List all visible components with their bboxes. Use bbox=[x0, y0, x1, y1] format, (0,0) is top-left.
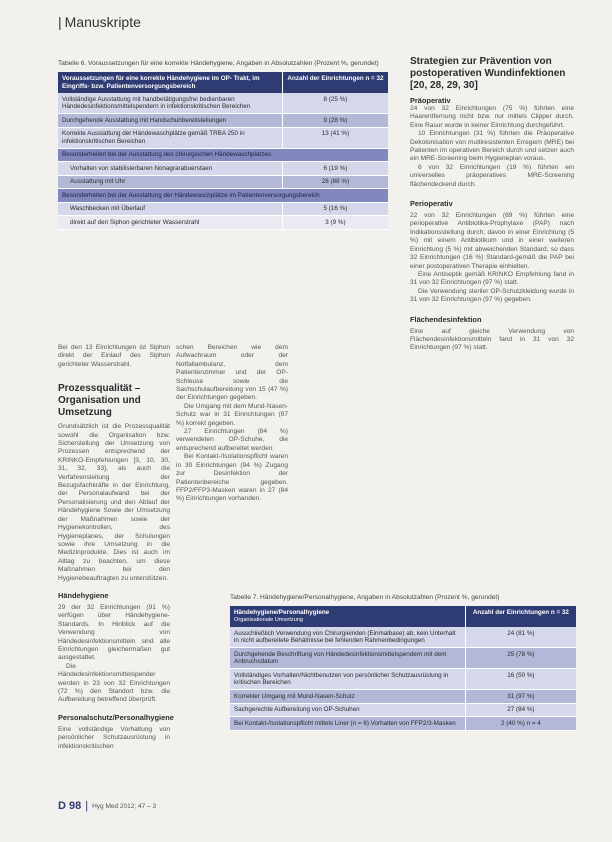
subheading: Personalschutz/Personalhygiene bbox=[58, 712, 174, 722]
table-cell: Durchgehende Beschriftung von Händedesinfektionsmittelspendern mit dem Anbruchsdatum bbox=[230, 648, 465, 669]
table-6-caption: Tabelle 6. Voraussetzungen für eine korrekte Händehygiene, Angaben in Absolutzahlen (Prozent %, gerundet) bbox=[58, 60, 379, 67]
section-heading: Prozessqualität – Organisation und Umsetzung bbox=[58, 383, 141, 419]
table-header-cell bbox=[230, 606, 465, 627]
paragraph: Bei Kontakt-/Isolationspflicht waren in 30 Einrichtungen (94 %) Zugang zur Desinfektion der Patientenbereiche gegeben. FFP2/FFP3-Masken waren in 27 (84 %) Einrichtungen vorhanden. bbox=[176, 453, 288, 503]
table-section-label: Besonderheiten bei der Ausstattung der Händewaschplätze im Patientenversorgungsbereich bbox=[58, 189, 388, 203]
paragraph: 24 von 32 Einrichtungen (75 %) führten eine Haarentfernung nicht bzw. nur mittels Clipper durch. Eine Rasur wurde in keiner Einrichtung durchgeführt. bbox=[410, 105, 574, 129]
table-cell: 27 (84 %) bbox=[465, 703, 576, 717]
paragraph: Bei den 13 Einrichtungen ist Siphon direkt der Einlauf des Siphon gerichteter Wasserstrahl. bbox=[58, 344, 170, 368]
table-cell: 28 (88 %) bbox=[282, 175, 388, 189]
paragraph: 10 Einrichtungen (31 %) führten die Präoperative Dekolonisation von multiresistenten Erregern (MRE) bei Patienten im operativen Bereich durch und setzen auch ein MRE-Screening beim Hygieneplan voraus. bbox=[410, 130, 574, 163]
paragraph: 29 der 32 Einrichtungen (91 %) verfügen über Händehygiene-Standards. In Hinblick auf die Verwendung von Händedesinfektionsmitteln sind alle Einrichtungen gleichermaßen gut ausgestattet. bbox=[58, 603, 170, 662]
table-cell: 3 (9 %) bbox=[282, 216, 388, 230]
page-number: D 98 bbox=[58, 800, 82, 812]
table-cell: Sachgerechte Aufbereitung von OP-Schuhen bbox=[230, 703, 465, 717]
table-cell: Korrekte Ausstattung der Händewaschplätze gemäß TRBA 250 in infektionskritischen Bereichen bbox=[58, 127, 282, 148]
paragraph: Die Umgang mit dem Mund-Nasen-Schutz war in 31 Einrichtungen (97 %) korrekt gegeben. bbox=[176, 402, 288, 427]
table-row bbox=[230, 627, 576, 648]
table-section-row bbox=[58, 189, 388, 203]
table-row bbox=[58, 114, 388, 128]
table-header-cell: Anzahl der Einrichtungen n = 32 bbox=[282, 72, 388, 93]
table-row bbox=[230, 648, 576, 669]
left-column bbox=[58, 344, 174, 751]
paragraph: Grundsätzlich ist die Prozessqualität sowohl die Organisation bzw. Sicherstellung der Umsetzung von Prozessen entsprechend der KRINKO-Empfehlungen [3, 10, 30, 31, 32, 33], als auch die Verfahrensleitung der Bezugsfachkräfte in der Einrichtung, der Personalaufwand bei der Personalisierung und den Ablauf der Händehygiene Sowie der Umsetzung der Maßnahmen sowie der Hygienekontrollen, des Hygieneplanes, der Schulungen sowie ihre Umsetzung in die Medizinprodukte. Dies ist auch im Alltag zu beachten, um diese Maßnahmen bei den Hygienebeauftragten zu unterstützen. bbox=[58, 423, 170, 582]
table-cell: 25 (78 %) bbox=[465, 648, 576, 669]
table-header-cell: Voraussetzungen für eine korrekte Händehygiene im OP- Trakt, im Eingriffs- bzw. Patientenversorgungsbereich bbox=[58, 72, 282, 93]
table-row bbox=[230, 669, 576, 690]
table-6-block bbox=[58, 60, 388, 230]
table-header-cell: Anzahl der Einrichtungen n = 32 bbox=[465, 606, 576, 627]
page-footer bbox=[58, 800, 156, 812]
journal-citation: Hyg Med 2012; 47 – 3 bbox=[92, 802, 157, 810]
table-cell: 24 (81 %) bbox=[465, 627, 576, 648]
paragraph: Die Verwendung steriler OP-Schutzkleidung wurde in 31 von 32 Einrichtungen (97 %) gegeben. bbox=[410, 287, 574, 304]
table-row bbox=[58, 202, 388, 216]
table-cell: 16 (50 %) bbox=[465, 669, 576, 690]
table-header-row bbox=[230, 606, 576, 627]
table-row bbox=[58, 93, 388, 114]
paragraph: Eine auf gleiche Verwendung von Flächendesinfektionsmitteln fand in 31 von 32 Einrichtungen (97 %) statt. bbox=[410, 327, 574, 352]
table-row bbox=[230, 690, 576, 704]
table-row bbox=[230, 703, 576, 717]
table-cell: direkt auf den Siphon gerichteter Wasserstrahl bbox=[58, 216, 282, 230]
section-heading: Strategien zur Prävention von postoperativen Wundinfektionen bbox=[410, 56, 566, 79]
section-title: Manuskripte bbox=[64, 14, 141, 30]
subheading: Händehygiene bbox=[58, 590, 109, 600]
table-cell: Vollständige Ausstattung mit handbetätigungsfrei bedienbaren Händedesinfektionsmittelspendern in infektionskritischen Bereichen bbox=[58, 93, 282, 114]
table-header-label: Händehygiene/Personalhygiene bbox=[234, 609, 330, 616]
paragraph: Eine Antiseptik gemäß KRINKO Empfehlung fand in 31 von 32 Einrichtungen (97 %) statt. bbox=[410, 270, 574, 287]
table-row bbox=[58, 175, 388, 189]
table-cell: 5 (16 %) bbox=[282, 202, 388, 216]
table-cell: 8 (25 %) bbox=[282, 93, 388, 114]
subheading: Flächendesinfektion bbox=[410, 314, 482, 324]
table-cell: Ausstattung mit Uhr bbox=[58, 175, 282, 189]
table-cell: 31 (97 %) bbox=[465, 690, 576, 704]
table-cell: Waschbecken mit Überlauf bbox=[58, 202, 282, 216]
table-cell: Bei Kontakt-/Isolationspflicht mittels Liner (n = 6) Vorhalten von FFP2/3-Masken bbox=[230, 717, 465, 731]
table-section-row bbox=[58, 148, 388, 162]
table-section-label: Besonderheiten bei der Ausstattung des chirurgischen Händewaschplatzes bbox=[58, 148, 388, 162]
table-cell: Korrekter Umgang mit Mund-Nasen-Schutz bbox=[230, 690, 465, 704]
table-row bbox=[58, 216, 388, 230]
footer-separator: | bbox=[85, 800, 89, 812]
table-row bbox=[58, 162, 388, 176]
table-6 bbox=[58, 72, 388, 230]
paragraph: Eine vollständige Vorhaltung von persönlicher Schutzausrüstung in infektionskritischen bbox=[58, 725, 170, 750]
table-cell: 6 (19 %) bbox=[282, 162, 388, 176]
subheading: Präoperativ bbox=[410, 96, 451, 105]
subheading: Perioperativ bbox=[410, 199, 453, 209]
table-cell: Vorhalten von stabilisierbaren Nonagrarabuerstaen bbox=[58, 162, 282, 176]
table-cell: 2 (40 %) n = 4 bbox=[465, 717, 576, 731]
table-cell: Vollständiges Vorhalten/Nichtbenutzen von persönlicher Schutzausrüstung in kritischen Bereichen bbox=[230, 669, 465, 690]
table-7-caption: Tabelle 7. Händehygiene/Personalhygiene, Angaben in Absolutzahlen (Prozent %, gerundet) bbox=[230, 594, 500, 601]
table-header-row bbox=[58, 72, 388, 93]
table-row bbox=[58, 127, 388, 148]
paragraph: 6 von 32 Einrichtungen (19 %) führten ein universelles präoperatives MRE-Screening flächendeckend durch. bbox=[410, 163, 574, 188]
table-7-block bbox=[230, 594, 576, 731]
section-running-head: | Manuskripte bbox=[58, 14, 141, 30]
section-refs: [20, 28, 29, 30] bbox=[410, 80, 478, 91]
middle-column bbox=[176, 344, 288, 504]
table-cell: Durchgehende Ausstattung mit Handschuhbereitstellungen bbox=[58, 114, 282, 128]
table-header-sublabel: Organisationale Umsetzung bbox=[234, 616, 304, 623]
paragraph: 27 Einrichtungen (84 %) verwendeten OP-Schuhe, die entsprechend aufbereitet werden. bbox=[176, 428, 288, 452]
paragraph: schen Bereichen wie dem Aufwachraum oder der Notfallambulanz, dem Patientenzimmer und der OP-Schleuse sowie die Sachschulaufbereitung von 15 (47 %) der Einrichtungen gegeben. bbox=[176, 344, 288, 402]
paragraph: Die Händedesinfektionsmittelspender werden in 23 von 32 Einrichtungen (72 %) den Standort bzw. die Aufbereitung betreffend überprüft. bbox=[58, 662, 170, 704]
table-row bbox=[230, 717, 576, 731]
table-cell: Ausschließlich Verwendung von Chirurgieinden (Einmalbase) ab, kein Unterhalt in nicht aufbereitete Behältnisse bei fehlenden Rahmenbedingungen bbox=[230, 627, 465, 648]
table-cell: 9 (28 %) bbox=[282, 114, 388, 128]
table-7 bbox=[230, 606, 576, 731]
table-cell: 13 (41 %) bbox=[282, 127, 388, 148]
paragraph: 22 von 32 Einrichtungen (69 %) führten eine perioperative Antibiotika-Prophylaxe (PAP) nach Indikationsstellung durch; davon in einer Einrichtung (5 %) mit einem Antibiotikum und in einer weiteren Einrichtung (5 %) mit abweichenden Standard, so dass 32 Einrichtungen (16 %) Standard-gemäß die PAP bei einer postoperativen Therapie einhielten. bbox=[410, 212, 574, 270]
right-column bbox=[410, 56, 574, 353]
